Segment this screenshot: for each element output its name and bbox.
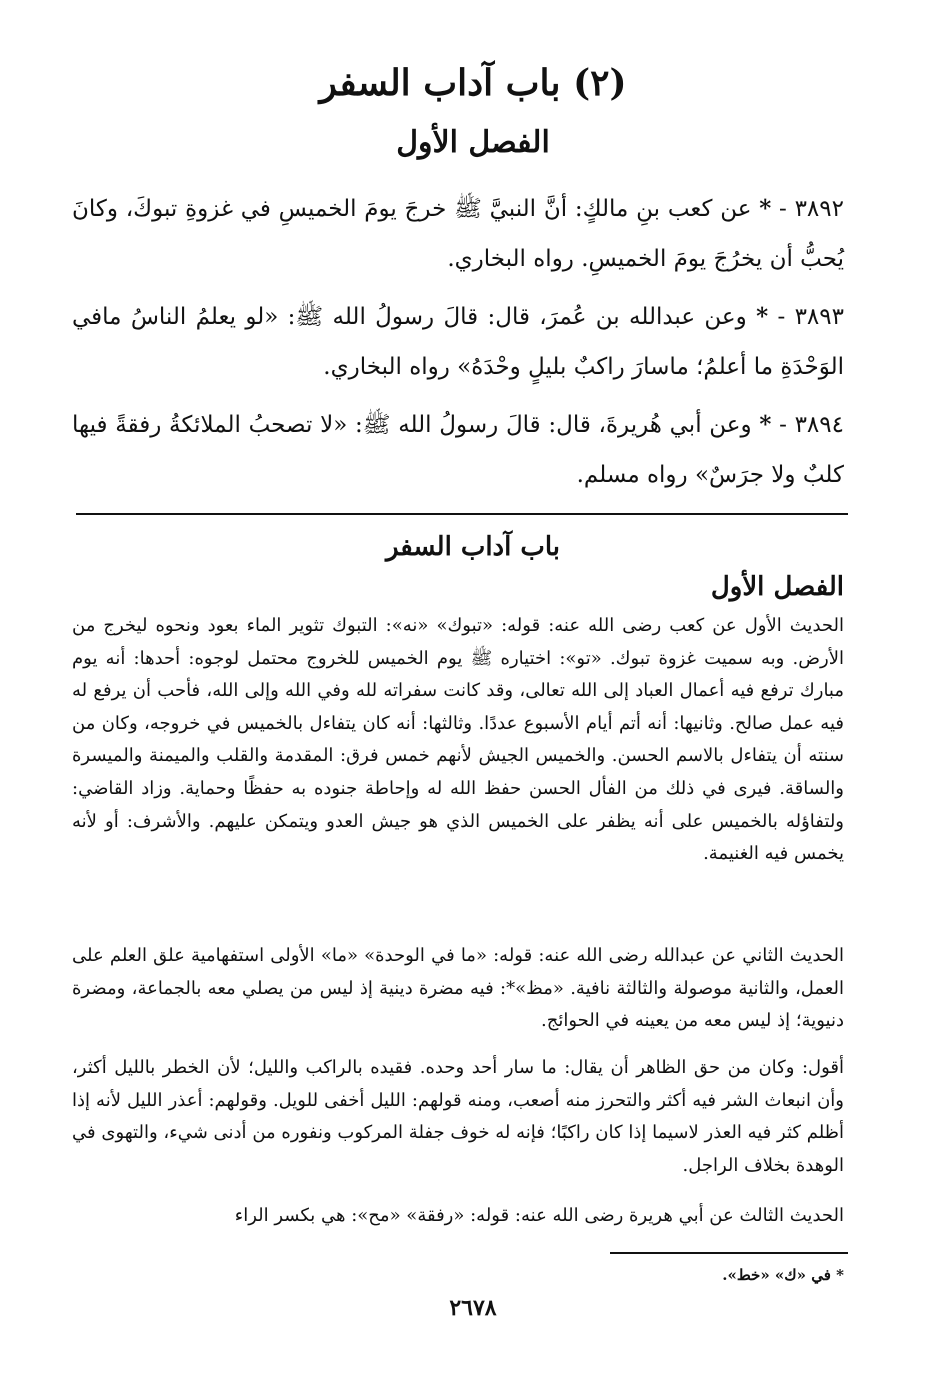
commentary-paragraph: الحديث الأول عن كعب رضى الله عنه: قوله: «تبوك» «نه»: التبوك تثوير الماء بعود ونحوه ليخرج من الأرض. وبه سميت غزوة تبوك. «تو»: اختياره ﷺ يوم الخميس للخروج محتمل لوجوه: أحدها: أنه يوم مبارك ترفع فيه أعمال العباد إلى الله تعالى، وقد كانت سفراته لله وفي الله وإلى الله، فأحب أن يرفع له فيه عمل صالح. وثانيها: أنه أتم أيام الأسبوع عددًا. وثالثها: أنه كان يتفاءل بالخميس في خروجه، وكان من سنته أن يتفاءل بالاسم الحسن. والخميس الجيش لأنهم خمس فرق: المقدمة والقلب والميمنة والميسرة والساقة. فيرى في ذلك من الفأل الحسن حفظ الله له وإحاطة جنوده به حفظًا وحماية. وزاد القاضي: ولتفاؤله بالخميس على أنه يظفر على الخميس الذي هو جيش العدو ويتمكن عليهم. والأشرف: أو لأنه يخمس فيه الغنيمة. (72, 615, 844, 865)
section-divider (76, 513, 848, 515)
hadith-dash: - (771, 196, 795, 222)
hadith-number: ٣٨٩٣ (794, 304, 844, 330)
hadith-text: عن كعب بنِ مالكٍ: أنَّ النبيَّ ﷺ خرجَ يومَ الخميسِ في غزوةِ تبوكَ، وكانَ يُحبُّ أن يخرُجَ يومَ الخميسِ. رواه البخاري. (72, 196, 844, 272)
star-marker: * (759, 195, 772, 222)
hadith-3892 (72, 184, 844, 284)
hadith-3894 (72, 400, 844, 500)
footnote: * في «ك» «خط». (722, 1266, 844, 1284)
footnote-divider (610, 1252, 848, 1254)
hadith-dash: - (768, 304, 795, 330)
chapter-heading: الفصل الأول (396, 125, 550, 160)
page-number: ٢٦٧٨ (449, 1295, 497, 1321)
commentary-paragraph: أقول: وكان من حق الظاهر أن يقال: ما سار أحد وحده. فقيده بالراكب والليل؛ لأن الخطر بالليل أكثر، وأن انبعاث الشر فيه أكثر والتحرز منه أصعب، ومنه قولهم: الليل أخفى للويل. وقولهم: أعذر الليل لأنه إذا أظلم كثر فيه العذر لاسيما إذا كان راكبًا؛ فإنه له خوف جفلة المركوب ونفوره من أدنى شيء، والتهوى في الوهدة بخلاف الراجل. (72, 1057, 844, 1176)
hadith-number: ٣٨٩٤ (794, 412, 844, 438)
hadith-number: ٣٨٩٢ (794, 196, 844, 222)
commentary-chapter-heading: الفصل الأول (710, 572, 844, 602)
hadith-dash: - (771, 412, 795, 438)
commentary-paragraph: الحديث الثالث عن أبي هريرة رضى الله عنه: قوله: «رفقة» «مح»: هي بكسر الراء (234, 1205, 844, 1226)
star-marker: * (759, 411, 772, 438)
commentary-title: باب آداب السفر (385, 532, 561, 562)
hadith-3893 (72, 292, 844, 392)
page-title: (٢) باب آداب السفر (319, 62, 627, 104)
star-marker: * (756, 303, 769, 330)
commentary-paragraph: الحديث الثاني عن عبدالله رضى الله عنه: قوله: «ما في الوحدة» «ما» الأولى استفهامية علق العلم على العمل، والثانية موصولة والثالثة نافية. «مظ»*: فيه مضرة دينية إذ ليس من يصلي معه بالجماعة، ومضرة دنيوية؛ إذ ليس معه من يعينه في الحوائج. (72, 945, 844, 1032)
hadith-text: وعن عبدالله بن عُمرَ، قال: قالَ رسولُ الله ﷺ: «لو يعلمُ الناسُ مافي الوَحْدَةِ ما أعلمُ؛ ماسارَ راكبٌ بليلٍ وحْدَهُ» رواه البخاري. (72, 304, 844, 380)
hadith-text: وعن أبي هُريرةَ، قال: قالَ رسولُ الله ﷺ: «لا تصحبُ الملائكةُ رفقةً فيها كلبٌ ولا جرَسٌ» رواه مسلم. (72, 412, 844, 488)
